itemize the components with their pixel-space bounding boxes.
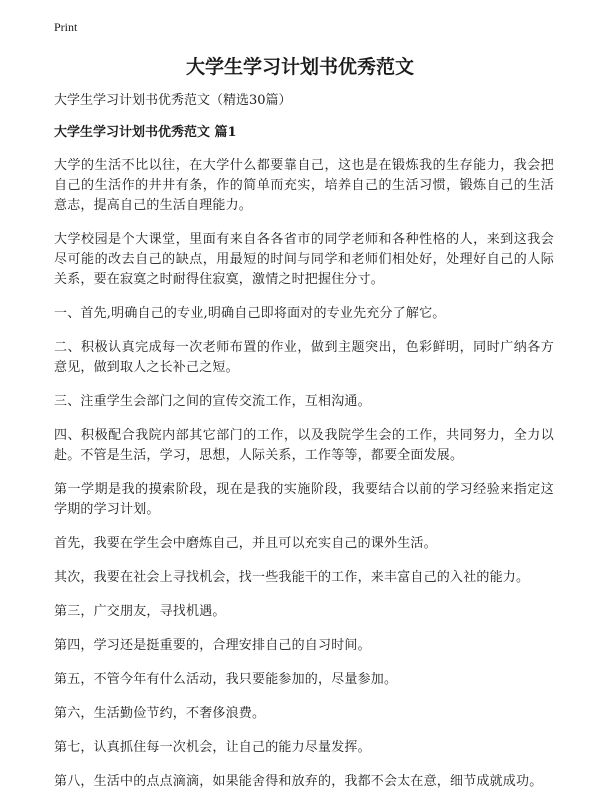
print-label: Print	[54, 20, 78, 34]
document-title: 大学生学习计划书优秀范文	[185, 56, 414, 78]
document-subtitle: 大学生学习计划书优秀范文（精选30篇）	[54, 93, 292, 108]
paragraph: 二、积极认真完成每一次老师布置的作业，做到主题突出，色彩鲜明，同时广纳各方意见，做到取人之长补己之短。	[54, 340, 554, 375]
paragraph: 第八，生活中的点点滴滴，如果能舍得和放弃的，我都不会太在意，细节成就成功。	[54, 774, 543, 789]
paragraph: 大学的生活不比以往，在大学什么都要靠自己，这也是在锻炼我的生存能力，我会把自己的生活作的井井有条，作的简单而充实，培养自己的生活习惯，锻炼自己的生活意志，提高自己的生活自理能力。	[54, 158, 554, 213]
paragraph: 三、注重学生会部门之间的宣传交流工作，互相沟通。	[54, 394, 371, 409]
paragraph: 第五，不管今年有什么活动，我只要能参加的，尽量参加。	[54, 672, 398, 687]
paragraph: 第三，广交朋友，寻找机遇。	[54, 604, 226, 619]
section-heading: 大学生学习计划书优秀范文 篇1	[54, 125, 237, 140]
paragraph: 其次，我要在社会上寻找机会，找一些我能干的工作，来丰富自己的入社的能力。	[54, 570, 530, 585]
paragraph: 第七，认真抓住每一次机会，让自己的能力尽量发挥。	[54, 740, 371, 755]
paragraph: 第四，学习还是挺重要的，合理安排自己的自习时间。	[54, 638, 371, 653]
paragraph: 首先，我要在学生会中磨炼自己，并且可以充实自己的课外生活。	[54, 536, 437, 551]
document-body	[54, 156, 554, 806]
paragraph: 第一学期是我的摸索阶段，现在是我的实施阶段，我要结合以前的学习经验来指定这学期的学习计划。	[54, 482, 554, 517]
paragraph: 四、积极配合我院内部其它部门的工作，以及我院学生会的工作，共同努力，全力以赴。不管是生活，学习，思想，人际关系，工作等等，都要全面发展。	[54, 428, 554, 463]
paragraph: 一、首先,明确自己的专业,明确自己即将面对的专业先充分了解它。	[54, 306, 446, 321]
paragraph: 第六，生活勤俭节约，不奢侈浪费。	[54, 706, 266, 721]
paragraph: 大学校园是个大课堂，里面有来自各各省市的同学老师和各种性格的人，来到这我会尽可能的改去自己的缺点，用最短的时间与同学和老师们相处好，处理好自己的人际关系，要在寂寞之时耐得住寂寞，激情之时把握住分寸。	[54, 232, 554, 287]
